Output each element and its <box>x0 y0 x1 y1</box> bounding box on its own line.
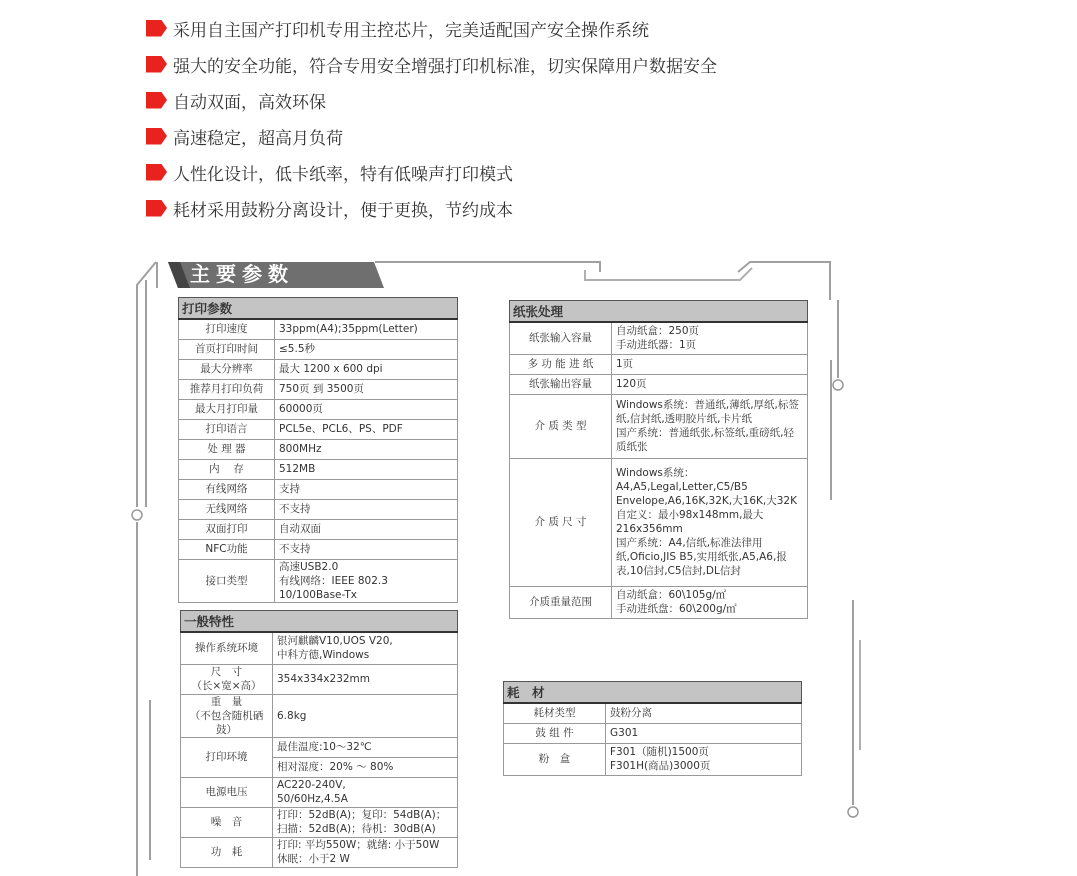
row-label: 尺 寸 （长×宽×高） <box>181 664 273 694</box>
row-value: 800MHz <box>275 439 458 459</box>
table-row <box>181 777 458 807</box>
row-label: 打印速度 <box>179 319 275 339</box>
row-label: 最大分辨率 <box>179 359 275 379</box>
row-value: 最佳温度:10～32℃ <box>273 737 458 757</box>
table-row <box>504 723 802 743</box>
row-label: NFC功能 <box>179 539 275 559</box>
row-value: AC220-240V, 50/60Hz,4.5A <box>273 777 458 807</box>
table-row <box>179 379 458 399</box>
row-label: 操作系统环境 <box>181 632 273 664</box>
row-value: 自动纸盒：60\105g/㎡ 手动进纸盘：60\200g/㎡ <box>612 586 808 618</box>
table-row <box>510 458 808 586</box>
row-label: 鼓 组 件 <box>504 723 606 743</box>
table-header <box>504 682 802 704</box>
table-row <box>181 664 458 694</box>
row-value: 120页 <box>612 374 808 394</box>
print-params-table <box>178 297 458 603</box>
table-row <box>179 319 458 339</box>
row-label: 推荐月打印负荷 <box>179 379 275 399</box>
row-value: 354x334x232mm <box>273 664 458 694</box>
row-value: 支持 <box>275 479 458 499</box>
table-row <box>510 354 808 374</box>
feature-item: 自动双面，高效环保 <box>146 82 717 118</box>
row-value: 60000页 <box>275 399 458 419</box>
row-label: 无线网络 <box>179 499 275 519</box>
row-value: 高速USB2.0 有线网络：IEEE 802.3 10/100Base-Tx <box>275 559 458 602</box>
table-row <box>510 322 808 354</box>
table-title: 耗 材 <box>504 682 802 704</box>
row-label: 有线网络 <box>179 479 275 499</box>
table-row <box>181 632 458 664</box>
table-row <box>504 743 802 775</box>
row-label: 纸张输入容量 <box>510 322 612 354</box>
row-label: 介 质 类 型 <box>510 394 612 458</box>
table-header <box>181 611 458 633</box>
row-label: 介质重量范围 <box>510 586 612 618</box>
row-label: 双面打印 <box>179 519 275 539</box>
row-label: 多 功 能 进 纸 <box>510 354 612 374</box>
table-row <box>179 499 458 519</box>
consumables-table <box>503 681 802 776</box>
feature-item: 高速稳定，超高月负荷 <box>146 118 717 154</box>
row-value: 相对湿度：20% ～ 80% <box>273 757 458 777</box>
table-row <box>179 419 458 439</box>
table-title: 一般特性 <box>181 611 458 633</box>
row-value: 750页 到 3500页 <box>275 379 458 399</box>
row-value: 1页 <box>612 354 808 374</box>
table-row <box>510 374 808 394</box>
row-value: PCL5e、PCL6、PS、PDF <box>275 419 458 439</box>
paper-handling-table <box>509 300 808 619</box>
row-value: 打印: 平均550W；就绪: 小于50W 休眠：小于2 W <box>273 837 458 867</box>
row-label: 纸张输出容量 <box>510 374 612 394</box>
feature-item: 采用自主国产打印机专用主控芯片，完美适配国产安全操作系统 <box>146 10 717 46</box>
row-label: 首页打印时间 <box>179 339 275 359</box>
table-row <box>181 837 458 867</box>
table-row <box>179 359 458 379</box>
row-value: Windows系统：普通纸,薄纸,厚纸,标签 纸,信封纸,透明胶片纸,卡片纸 国产系统：普通纸张,标签纸,重磅纸,轻 质纸张 <box>612 394 808 458</box>
row-value: 6.8kg <box>273 694 458 737</box>
feature-item: 人性化设计，低卡纸率，特有低噪声打印模式 <box>146 154 717 190</box>
row-value: G301 <box>606 723 802 743</box>
row-value: 最大 1200 x 600 dpi <box>275 359 458 379</box>
row-label: 处 理 器 <box>179 439 275 459</box>
row-value: 打印：52dB(A)；复印：54dB(A)； 扫描：52dB(A)；待机：30dB(A) <box>273 807 458 837</box>
table-row <box>179 459 458 479</box>
table-row <box>181 694 458 737</box>
table-row <box>181 807 458 837</box>
table-title: 纸张处理 <box>510 301 808 323</box>
row-value: 不支持 <box>275 539 458 559</box>
row-label: 最大月打印量 <box>179 399 275 419</box>
table-title: 打印参数 <box>179 298 458 320</box>
table-row <box>179 399 458 419</box>
row-value: 鼓粉分离 <box>606 703 802 723</box>
row-label: 介 质 尺 寸 <box>510 458 612 586</box>
row-label: 功 耗 <box>181 837 273 867</box>
row-value: 自动双面 <box>275 519 458 539</box>
row-value: F301（随机)1500页 F301H(商品)3000页 <box>606 743 802 775</box>
section-title: 主要参数 <box>190 262 294 286</box>
feature-item: 强大的安全功能，符合专用安全增强打印机标准，切实保障用户数据安全 <box>146 46 717 82</box>
table-row <box>504 703 802 723</box>
row-value: 银河麒麟V10,UOS V20, 中科方德,Windows <box>273 632 458 664</box>
table-header <box>510 301 808 323</box>
row-label: 内 存 <box>179 459 275 479</box>
row-label: 耗材类型 <box>504 703 606 723</box>
row-label: 打印环境 <box>181 737 273 777</box>
row-label: 打印语言 <box>179 419 275 439</box>
row-value: Windows系统： A4,A5,Legal,Letter,C5/B5 Envelope,A6,16K,32K,大16K,大32K 自定义：最小98x148mm,最大 216x356mm 国产系统：A4,信纸,标准法律用 纸,Oficio,JIS B5,实用纸张,A5,A6,报 表,10信封,C5信封,DL信封 <box>612 458 808 586</box>
table-row <box>179 339 458 359</box>
row-value: ≤5.5秒 <box>275 339 458 359</box>
feature-item: 耗材采用鼓粉分离设计，便于更换，节约成本 <box>146 190 717 226</box>
row-label: 粉 盒 <box>504 743 606 775</box>
table-row <box>181 737 458 757</box>
row-value: 不支持 <box>275 499 458 519</box>
row-label: 重 量 （不包含随机硒鼓） <box>181 694 273 737</box>
table-row <box>179 519 458 539</box>
row-label: 接口类型 <box>179 559 275 602</box>
table-row <box>179 439 458 459</box>
row-value: 33ppm(A4);35ppm(Letter) <box>275 319 458 339</box>
table-row <box>179 479 458 499</box>
table-row <box>179 539 458 559</box>
general-features-table <box>180 610 458 868</box>
row-label: 电源电压 <box>181 777 273 807</box>
table-row <box>179 559 458 602</box>
row-value: 自动纸盒：250页 手动进纸器：1页 <box>612 322 808 354</box>
table-row <box>510 394 808 458</box>
row-value: 512MB <box>275 459 458 479</box>
table-row <box>510 586 808 618</box>
table-header <box>179 298 458 320</box>
row-label: 噪 音 <box>181 807 273 837</box>
